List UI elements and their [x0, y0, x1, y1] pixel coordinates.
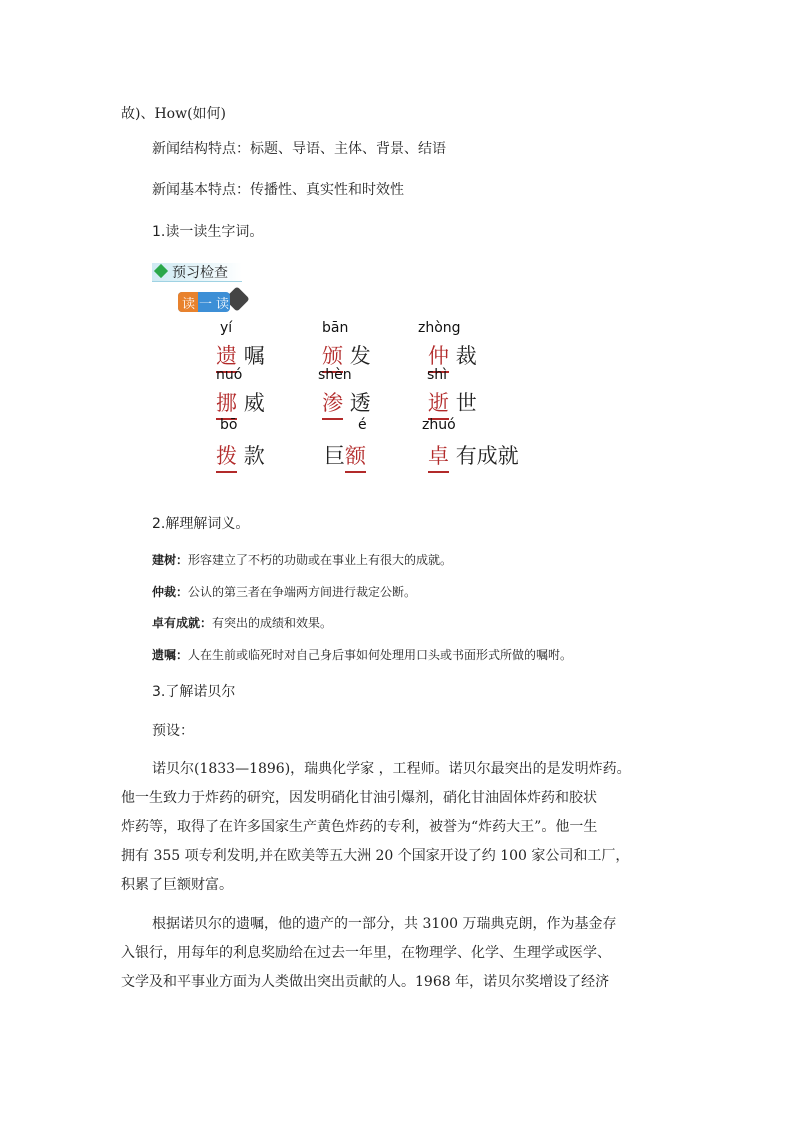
definition-item: [152, 646, 572, 663]
definition-text: 公认的第三者在争端两方间进行裁定公断。: [188, 585, 417, 599]
target-char: 渗: [322, 387, 343, 420]
other-char: 款: [243, 444, 265, 468]
target-char: 仲: [428, 340, 449, 373]
vocab-word: [428, 440, 519, 473]
section3-heading: 3.了解诺贝尔: [152, 684, 236, 700]
news-features-line: 新闻基本特点：传播性、真实性和时效性: [152, 182, 404, 198]
definition-term: 遗嘱：: [152, 648, 189, 662]
nobel-paragraph-2: [121, 910, 691, 997]
section1-heading: 1.读一读生字词。: [152, 224, 264, 240]
other-char: 发: [349, 344, 371, 368]
definition-term: 仲裁：: [152, 585, 189, 599]
definition-item: [152, 614, 332, 631]
paragraph-line: 诺贝尔(1833—1896)，瑞典化学家 ，工程师。诺贝尔最突出的是发明炸药。: [152, 761, 631, 777]
other-char: 嘱: [243, 344, 265, 368]
section2-heading: 2.解理解词义。: [152, 516, 250, 532]
target-char: 逝: [428, 387, 449, 420]
read-tag: [178, 290, 258, 316]
target-char: 遗: [216, 340, 237, 373]
read-tag-label: 读一读: [182, 297, 234, 312]
definition-term: 卓有成就：: [152, 616, 213, 630]
definition-text: 形容建立了不朽的功勋或在事业上有很大的成就。: [188, 553, 453, 567]
pinyin: shì: [427, 367, 448, 383]
nobel-paragraph-1: [121, 755, 691, 900]
pinyin: zhòng: [418, 320, 461, 336]
preview-banner-label: 预习检查: [172, 265, 228, 281]
vocab-word: [216, 387, 265, 420]
pinyin: yí: [220, 320, 233, 336]
pinyin: shèn: [318, 367, 352, 383]
paragraph-line: 入银行，用每年的利息奖励给在过去一年里，在物理学、化学、生理学或医学、: [121, 945, 611, 961]
other-char: 威: [243, 391, 265, 415]
paragraph-line: 积累了巨额财富。: [121, 877, 233, 893]
other-char: 裁: [455, 344, 477, 368]
vocab-word: [322, 387, 371, 420]
vocab-word: [216, 440, 265, 473]
definition-text: 人在生前或临死时对自己身后事如何处理用口头或书面形式所做的嘱咐。: [188, 648, 573, 662]
paragraph-line: 文学及和平事业方面为人类做出突出贡献的人。1968 年，诺贝尔奖增设了经济: [121, 974, 610, 990]
target-char: 额: [345, 440, 366, 473]
other-char: 透: [349, 391, 371, 415]
preset-label: 预设：: [152, 723, 194, 739]
paragraph-line: 炸药等，取得了在许多国家生产黄色炸药的专利，被誉为“炸药大王”。他一生: [121, 819, 598, 835]
other-char: 有成就: [455, 444, 519, 468]
pinyin: nuó: [216, 367, 243, 383]
pinyin: é: [358, 417, 367, 433]
paragraph-line: 拥有 355 项专利发明,并在欧美等五大洲 20 个国家开设了约 100 家公司和工厂，: [121, 848, 630, 864]
pinyin: bō: [220, 417, 238, 433]
target-char: 拨: [216, 440, 237, 473]
target-char: 卓: [428, 440, 449, 473]
definition-term: 建树：: [152, 553, 189, 567]
other-char: 世: [455, 391, 477, 415]
news-structure-line: 新闻结构特点：标题、导语、主体、背景、结语: [152, 141, 446, 157]
pinyin: bān: [322, 320, 349, 336]
definition-item: [152, 583, 416, 600]
other-char: 巨: [324, 444, 345, 468]
intro-line: 故)、How(如何): [121, 106, 227, 122]
paragraph-line: 根据诺贝尔的遗嘱，他的遗产的一部分，共 3100 万瑞典克朗，作为基金存: [152, 916, 617, 932]
pinyin: zhuó: [422, 417, 456, 433]
vocab-word: [428, 387, 477, 420]
paragraph-line: 他一生致力于炸药的研究，因发明硝化甘油引爆剂，硝化甘油固体炸药和胶状: [121, 790, 597, 806]
vocab-word: [324, 440, 366, 473]
target-char: 挪: [216, 387, 237, 420]
definition-text: 有突出的成绩和效果。: [212, 616, 333, 630]
definition-item: [152, 551, 452, 568]
target-char: 颁: [322, 340, 343, 373]
